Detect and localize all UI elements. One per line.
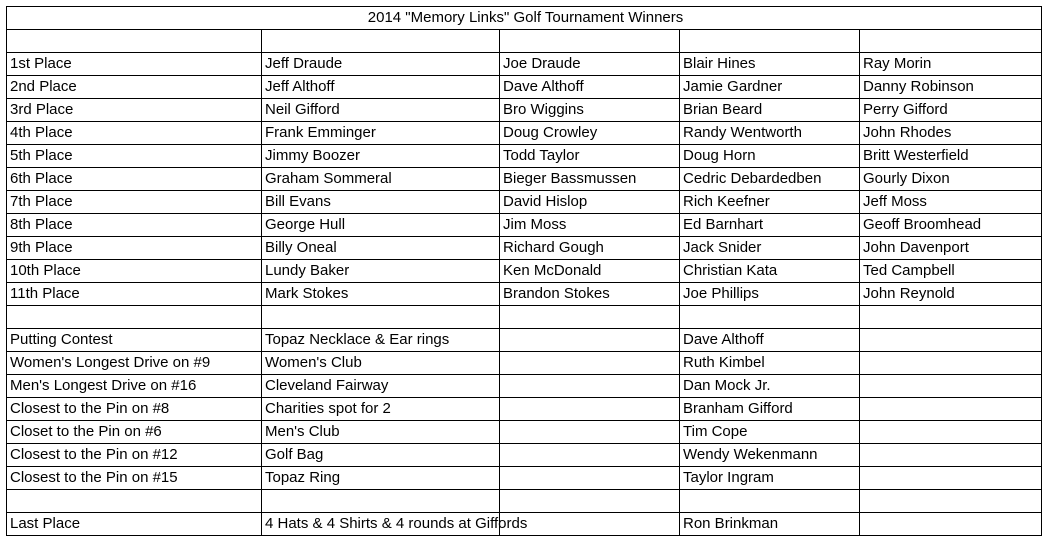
table-row bbox=[7, 122, 1042, 145]
table-cell[interactable]: Last Place bbox=[7, 513, 262, 536]
table-cell[interactable] bbox=[860, 467, 1042, 490]
table-row bbox=[7, 283, 1042, 306]
table-cell[interactable]: Jamie Gardner bbox=[680, 76, 860, 99]
table-cell[interactable] bbox=[262, 490, 500, 513]
table-cell[interactable]: Closest to the Pin on #8 bbox=[7, 398, 262, 421]
table-cell[interactable]: Richard Gough bbox=[500, 237, 680, 260]
table-cell[interactable] bbox=[860, 306, 1042, 329]
table-cell[interactable]: Ken McDonald bbox=[500, 260, 680, 283]
table-row bbox=[7, 145, 1042, 168]
table-cell[interactable] bbox=[860, 490, 1042, 513]
table-row bbox=[7, 214, 1042, 237]
table-row bbox=[7, 467, 1042, 490]
table-row bbox=[7, 260, 1042, 283]
table-cell[interactable]: Bro Wiggins bbox=[500, 99, 680, 122]
table-row bbox=[7, 444, 1042, 467]
table-cell[interactable]: Golf Bag bbox=[262, 444, 500, 467]
table-cell[interactable]: Cedric Debardedben bbox=[680, 168, 860, 191]
table-cell[interactable]: Danny Robinson bbox=[860, 76, 1042, 99]
table-cell[interactable]: Dan Mock Jr. bbox=[680, 375, 860, 398]
table-cell[interactable] bbox=[680, 306, 860, 329]
table-cell[interactable]: Women's Club bbox=[262, 352, 500, 375]
table-cell[interactable] bbox=[860, 421, 1042, 444]
table-cell[interactable]: Cleveland Fairway bbox=[262, 375, 500, 398]
table-cell[interactable] bbox=[500, 444, 680, 467]
table-cell[interactable]: Frank Emminger bbox=[262, 122, 500, 145]
table-cell[interactable]: Lundy Baker bbox=[262, 260, 500, 283]
table-cell[interactable]: Closet to the Pin on #6 bbox=[7, 421, 262, 444]
table-cell[interactable] bbox=[500, 329, 680, 352]
table-cell[interactable]: 8th Place bbox=[7, 214, 262, 237]
winners-spreadsheet bbox=[6, 6, 1042, 536]
table-row bbox=[7, 168, 1042, 191]
table-cell[interactable]: Jimmy Boozer bbox=[262, 145, 500, 168]
table-cell[interactable]: Brian Beard bbox=[680, 99, 860, 122]
table-cell[interactable]: Jack Snider bbox=[680, 237, 860, 260]
table-cell[interactable] bbox=[7, 490, 262, 513]
table-cell[interactable]: Perry Gifford bbox=[860, 99, 1042, 122]
table-cell[interactable]: Taylor Ingram bbox=[680, 467, 860, 490]
table-cell[interactable] bbox=[860, 375, 1042, 398]
table-cell[interactable]: 3rd Place bbox=[7, 99, 262, 122]
table-cell[interactable]: 4th Place bbox=[7, 122, 262, 145]
table-cell[interactable]: Joe Draude bbox=[500, 53, 680, 76]
table-cell[interactable]: 6th Place bbox=[7, 168, 262, 191]
table-cell[interactable]: Men's Longest Drive on #16 bbox=[7, 375, 262, 398]
table-cell[interactable]: Ray Morin bbox=[860, 53, 1042, 76]
table-cell[interactable]: Putting Contest bbox=[7, 329, 262, 352]
table-cell[interactable]: Ron Brinkman bbox=[680, 513, 860, 536]
table-row bbox=[7, 99, 1042, 122]
table-cell[interactable]: Dave Althoff bbox=[500, 76, 680, 99]
table-cell[interactable]: Wendy Wekenmann bbox=[680, 444, 860, 467]
table-cell[interactable]: Charities spot for 2 bbox=[262, 398, 500, 421]
table-cell[interactable]: Gourly Dixon bbox=[860, 168, 1042, 191]
table-cell[interactable]: Ruth Kimbel bbox=[680, 352, 860, 375]
table-cell[interactable]: Topaz Ring bbox=[262, 467, 500, 490]
table-cell[interactable] bbox=[860, 398, 1042, 421]
table-row bbox=[7, 490, 1042, 513]
table-cell[interactable]: Men's Club bbox=[262, 421, 500, 444]
table-cell[interactable] bbox=[860, 444, 1042, 467]
table-cell[interactable]: 9th Place bbox=[7, 237, 262, 260]
table-cell[interactable]: Jim Moss bbox=[500, 214, 680, 237]
title-row bbox=[7, 7, 1042, 30]
table-cell[interactable]: Graham Sommeral bbox=[262, 168, 500, 191]
sheet-body bbox=[7, 7, 1042, 536]
table-cell[interactable]: John Davenport bbox=[860, 237, 1042, 260]
table-row bbox=[7, 421, 1042, 444]
table-row bbox=[7, 76, 1042, 99]
table-cell[interactable]: 4 Hats & 4 Shirts & 4 rounds at Giffords bbox=[262, 513, 500, 536]
table-row bbox=[7, 513, 1042, 536]
table-cell[interactable]: 11th Place bbox=[7, 283, 262, 306]
table-cell[interactable] bbox=[680, 30, 860, 53]
table-cell[interactable]: Dave Althoff bbox=[680, 329, 860, 352]
table-cell[interactable]: Doug Horn bbox=[680, 145, 860, 168]
table-row bbox=[7, 191, 1042, 214]
table-cell[interactable]: Rich Keefner bbox=[680, 191, 860, 214]
table-cell[interactable]: Britt Westerfield bbox=[860, 145, 1042, 168]
table-cell[interactable]: Bill Evans bbox=[262, 191, 500, 214]
table-cell[interactable]: Mark Stokes bbox=[262, 283, 500, 306]
table-cell[interactable]: Neil Gifford bbox=[262, 99, 500, 122]
table-row bbox=[7, 30, 1042, 53]
table-cell[interactable] bbox=[680, 490, 860, 513]
table-cell[interactable] bbox=[500, 398, 680, 421]
table-cell[interactable]: John Rhodes bbox=[860, 122, 1042, 145]
table-cell[interactable] bbox=[500, 467, 680, 490]
table-cell[interactable]: 2nd Place bbox=[7, 76, 262, 99]
table-cell[interactable] bbox=[500, 421, 680, 444]
table-cell[interactable]: Jeff Draude bbox=[262, 53, 500, 76]
table-cell[interactable]: Doug Crowley bbox=[500, 122, 680, 145]
table-cell[interactable] bbox=[500, 306, 680, 329]
table-cell[interactable]: Randy Wentworth bbox=[680, 122, 860, 145]
table-cell[interactable] bbox=[860, 352, 1042, 375]
table-row bbox=[7, 352, 1042, 375]
table-cell[interactable]: Tim Cope bbox=[680, 421, 860, 444]
table-row bbox=[7, 53, 1042, 76]
table-cell[interactable]: Bieger Bassmussen bbox=[500, 168, 680, 191]
table-row bbox=[7, 237, 1042, 260]
table-cell[interactable]: Todd Taylor bbox=[500, 145, 680, 168]
table-cell[interactable]: Blair Hines bbox=[680, 53, 860, 76]
table-cell[interactable] bbox=[860, 513, 1042, 536]
table-cell[interactable]: Brandon Stokes bbox=[500, 283, 680, 306]
table-cell[interactable]: Closest to the Pin on #12 bbox=[7, 444, 262, 467]
table-cell[interactable]: George Hull bbox=[262, 214, 500, 237]
table-cell[interactable]: 1st Place bbox=[7, 53, 262, 76]
table-cell[interactable]: Jeff Moss bbox=[860, 191, 1042, 214]
sheet-title[interactable]: 2014 "Memory Links" Golf Tournament Winners bbox=[7, 7, 1042, 30]
table-cell[interactable]: Geoff Broomhead bbox=[860, 214, 1042, 237]
table-cell[interactable]: Ted Campbell bbox=[860, 260, 1042, 283]
table-cell[interactable] bbox=[7, 30, 262, 53]
table-cell[interactable] bbox=[262, 306, 500, 329]
table-cell[interactable]: John Reynold bbox=[860, 283, 1042, 306]
table-cell[interactable] bbox=[860, 329, 1042, 352]
table-cell[interactable]: 7th Place bbox=[7, 191, 262, 214]
table-cell[interactable] bbox=[262, 30, 500, 53]
table-cell[interactable]: 5th Place bbox=[7, 145, 262, 168]
table-cell[interactable]: David Hislop bbox=[500, 191, 680, 214]
table-row bbox=[7, 375, 1042, 398]
table-cell[interactable]: Christian Kata bbox=[680, 260, 860, 283]
table-cell[interactable]: Women's Longest Drive on #9 bbox=[7, 352, 262, 375]
table-cell[interactable] bbox=[500, 30, 680, 53]
table-cell[interactable] bbox=[7, 306, 262, 329]
table-cell[interactable]: Billy Oneal bbox=[262, 237, 500, 260]
table-cell[interactable]: 10th Place bbox=[7, 260, 262, 283]
table-row bbox=[7, 329, 1042, 352]
table-cell[interactable] bbox=[500, 352, 680, 375]
table-cell[interactable]: Branham Gifford bbox=[680, 398, 860, 421]
table-cell[interactable]: Joe Phillips bbox=[680, 283, 860, 306]
table-row bbox=[7, 306, 1042, 329]
table-cell[interactable] bbox=[500, 490, 680, 513]
table-row bbox=[7, 398, 1042, 421]
table-cell[interactable] bbox=[860, 30, 1042, 53]
table-cell[interactable]: Closest to the Pin on #15 bbox=[7, 467, 262, 490]
table-cell[interactable]: Ed Barnhart bbox=[680, 214, 860, 237]
table-cell[interactable]: Jeff Althoff bbox=[262, 76, 500, 99]
table-cell[interactable]: Topaz Necklace & Ear rings bbox=[262, 329, 500, 352]
table-cell[interactable] bbox=[500, 375, 680, 398]
